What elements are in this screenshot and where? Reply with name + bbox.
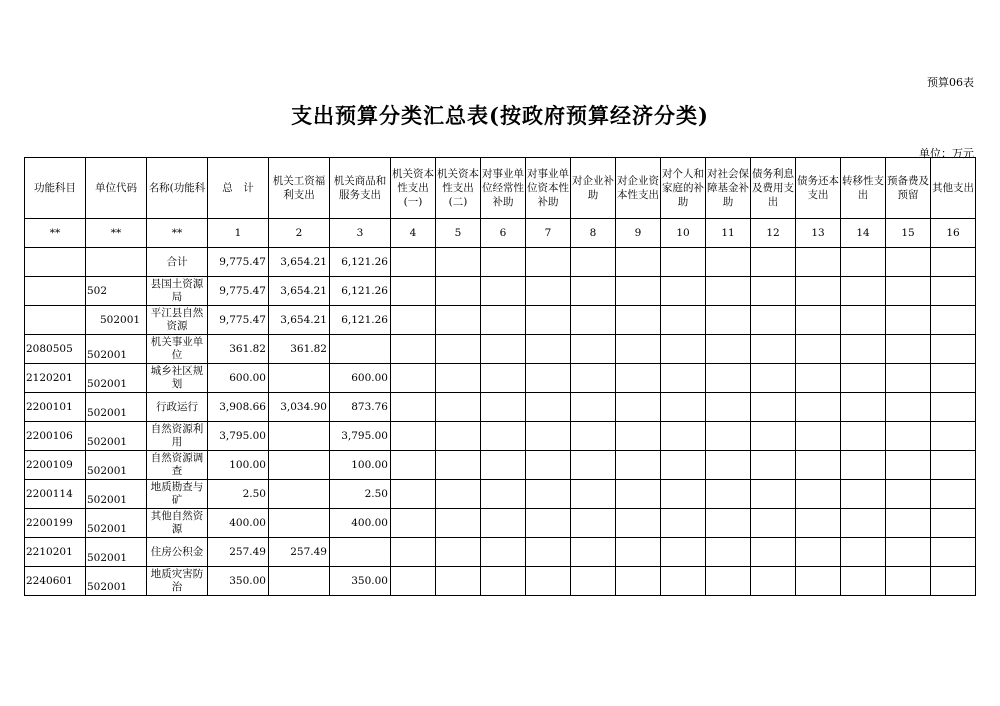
salary-welfare-cell: 3,034.90: [269, 393, 330, 422]
name-cell: 地质勘查与矿: [147, 480, 208, 509]
col-number: **: [86, 219, 147, 248]
empty-cell: [616, 306, 661, 335]
empty-cell: [706, 335, 751, 364]
goods-services-cell: 2.50: [330, 480, 391, 509]
salary-welfare-cell: [269, 480, 330, 509]
goods-services-cell: 3,795.00: [330, 422, 391, 451]
empty-cell: [661, 567, 706, 596]
empty-cell: [571, 451, 616, 480]
empty-cell: [391, 422, 436, 451]
empty-cell: [706, 393, 751, 422]
empty-cell: [751, 451, 796, 480]
function-code-cell: 2080505: [25, 335, 86, 364]
empty-cell: [751, 480, 796, 509]
empty-cell: [571, 480, 616, 509]
empty-cell: [796, 451, 841, 480]
unit-code-cell: [86, 248, 147, 277]
empty-cell: [481, 248, 526, 277]
empty-cell: [886, 364, 931, 393]
empty-cell: [931, 277, 976, 306]
col-number: 12: [751, 219, 796, 248]
total-cell: 361.82: [208, 335, 269, 364]
empty-cell: [841, 567, 886, 596]
empty-cell: [391, 335, 436, 364]
header-cell: 其他支出: [931, 158, 976, 219]
empty-cell: [706, 451, 751, 480]
empty-cell: [526, 480, 571, 509]
table-row: [25, 538, 976, 567]
empty-cell: [796, 277, 841, 306]
unit-code-cell: [86, 451, 147, 480]
empty-cell: [661, 480, 706, 509]
function-code-cell: 2240601: [25, 567, 86, 596]
empty-cell: [481, 335, 526, 364]
function-code-cell: 2200199: [25, 509, 86, 538]
function-code-cell: [25, 306, 86, 335]
empty-cell: [796, 480, 841, 509]
empty-cell: [706, 480, 751, 509]
empty-cell: [391, 306, 436, 335]
col-number: 9: [616, 219, 661, 248]
salary-welfare-cell: 3,654.21: [269, 277, 330, 306]
empty-cell: [796, 393, 841, 422]
table-row: [25, 422, 976, 451]
total-cell: 350.00: [208, 567, 269, 596]
empty-cell: [796, 335, 841, 364]
table-row: [25, 480, 976, 509]
empty-cell: [391, 364, 436, 393]
empty-cell: [526, 335, 571, 364]
header-cell: 债务还本支出: [796, 158, 841, 219]
header-cell: 预备费及预留: [886, 158, 931, 219]
table-row: [25, 248, 976, 277]
empty-cell: [526, 509, 571, 538]
empty-cell: [841, 422, 886, 451]
header-cell: 转移性支出: [841, 158, 886, 219]
empty-cell: [436, 509, 481, 538]
empty-cell: [706, 364, 751, 393]
empty-cell: [571, 538, 616, 567]
unit-code-cell-text: 502001: [87, 465, 128, 477]
empty-cell: [571, 567, 616, 596]
header-cell: 债务利息及费用支出: [751, 158, 796, 219]
empty-cell: [931, 422, 976, 451]
empty-cell: [391, 480, 436, 509]
empty-cell: [796, 538, 841, 567]
header-cell: 机关商品和服务支出: [330, 158, 391, 219]
total-cell: 9,775.47: [208, 277, 269, 306]
empty-cell: [436, 567, 481, 596]
total-cell: 600.00: [208, 364, 269, 393]
empty-cell: [661, 509, 706, 538]
name-cell: 其他自然资源: [147, 509, 208, 538]
empty-cell: [571, 306, 616, 335]
empty-cell: [661, 248, 706, 277]
empty-cell: [391, 277, 436, 306]
unit-code-cell: [86, 422, 147, 451]
empty-cell: [751, 393, 796, 422]
unit-code-cell-text: 502001: [87, 581, 128, 593]
name-cell: 平江县自然资源: [147, 306, 208, 335]
empty-cell: [751, 277, 796, 306]
empty-cell: [571, 393, 616, 422]
empty-cell: [436, 393, 481, 422]
empty-cell: [931, 480, 976, 509]
empty-cell: [931, 567, 976, 596]
empty-cell: [661, 422, 706, 451]
header-cell: 功能科目: [25, 158, 86, 219]
salary-welfare-cell: 257.49: [269, 538, 330, 567]
col-number: 6: [481, 219, 526, 248]
empty-cell: [931, 248, 976, 277]
col-number: 15: [886, 219, 931, 248]
empty-cell: [841, 538, 886, 567]
salary-welfare-cell: [269, 364, 330, 393]
col-number: 8: [571, 219, 616, 248]
empty-cell: [436, 335, 481, 364]
table-row: [25, 335, 976, 364]
name-cell: 行政运行: [147, 393, 208, 422]
empty-cell: [571, 364, 616, 393]
empty-cell: [706, 538, 751, 567]
empty-cell: [391, 538, 436, 567]
empty-cell: [616, 538, 661, 567]
empty-cell: [706, 306, 751, 335]
empty-cell: [661, 277, 706, 306]
empty-cell: [391, 248, 436, 277]
table-row: [25, 451, 976, 480]
empty-cell: [481, 364, 526, 393]
function-code-cell: [25, 248, 86, 277]
empty-cell: [661, 364, 706, 393]
empty-cell: [751, 364, 796, 393]
total-cell: 100.00: [208, 451, 269, 480]
col-number: 1: [208, 219, 269, 248]
empty-cell: [481, 422, 526, 451]
total-cell: 3,908.66: [208, 393, 269, 422]
goods-services-cell: 100.00: [330, 451, 391, 480]
function-code-cell: 2200109: [25, 451, 86, 480]
goods-services-cell: 873.76: [330, 393, 391, 422]
empty-cell: [481, 567, 526, 596]
empty-cell: [526, 538, 571, 567]
empty-cell: [436, 277, 481, 306]
empty-cell: [841, 306, 886, 335]
empty-cell: [571, 335, 616, 364]
empty-cell: [526, 451, 571, 480]
col-number: 3: [330, 219, 391, 248]
col-number: 16: [931, 219, 976, 248]
col-number: **: [25, 219, 86, 248]
empty-cell: [481, 306, 526, 335]
empty-cell: [616, 567, 661, 596]
column-number-row: [25, 219, 976, 248]
table-row: [25, 567, 976, 596]
empty-cell: [886, 393, 931, 422]
empty-cell: [886, 277, 931, 306]
goods-services-cell: [330, 335, 391, 364]
empty-cell: [931, 306, 976, 335]
total-cell: 257.49: [208, 538, 269, 567]
empty-cell: [481, 538, 526, 567]
empty-cell: [436, 422, 481, 451]
name-cell: 合计: [147, 248, 208, 277]
form-tag: 预算06表: [927, 76, 974, 89]
empty-cell: [751, 538, 796, 567]
empty-cell: [391, 567, 436, 596]
col-number: 2: [269, 219, 330, 248]
empty-cell: [616, 509, 661, 538]
empty-cell: [661, 335, 706, 364]
name-cell: 自然资源利用: [147, 422, 208, 451]
col-number: **: [147, 219, 208, 248]
col-number: 11: [706, 219, 751, 248]
total-cell: 2.50: [208, 480, 269, 509]
salary-welfare-cell: [269, 451, 330, 480]
empty-cell: [886, 538, 931, 567]
empty-cell: [661, 451, 706, 480]
header-cell: 机关资本性支出(一): [391, 158, 436, 219]
empty-cell: [526, 306, 571, 335]
col-number: 13: [796, 219, 841, 248]
budget-table: [24, 157, 976, 596]
salary-welfare-cell: 361.82: [269, 335, 330, 364]
empty-cell: [616, 451, 661, 480]
empty-cell: [571, 248, 616, 277]
empty-cell: [886, 451, 931, 480]
function-code-cell: 2200106: [25, 422, 86, 451]
header-cell: 总 计: [208, 158, 269, 219]
empty-cell: [616, 422, 661, 451]
unit-code-cell: [86, 538, 147, 567]
goods-services-cell: 600.00: [330, 364, 391, 393]
col-number: 14: [841, 219, 886, 248]
header-cell: 对事业单位经常性补助: [481, 158, 526, 219]
empty-cell: [526, 364, 571, 393]
goods-services-cell: 6,121.26: [330, 277, 391, 306]
empty-cell: [796, 567, 841, 596]
unit-code-cell: 502001: [86, 306, 147, 335]
empty-cell: [436, 248, 481, 277]
total-cell: 400.00: [208, 509, 269, 538]
table-body: [25, 248, 976, 596]
empty-cell: [886, 567, 931, 596]
empty-cell: [706, 509, 751, 538]
header-row: [25, 158, 976, 219]
empty-cell: [436, 306, 481, 335]
unit-code-cell: [86, 393, 147, 422]
empty-cell: [796, 509, 841, 538]
function-code-cell: 2210201: [25, 538, 86, 567]
table-row: [25, 509, 976, 538]
empty-cell: [706, 567, 751, 596]
unit-label: 单位：万元: [919, 147, 974, 160]
empty-cell: [886, 480, 931, 509]
goods-services-cell: 350.00: [330, 567, 391, 596]
empty-cell: [796, 422, 841, 451]
function-code-cell: [25, 277, 86, 306]
empty-cell: [796, 364, 841, 393]
name-cell: 地质灾害防治: [147, 567, 208, 596]
unit-code-cell-text: 502001: [87, 349, 128, 361]
empty-cell: [571, 509, 616, 538]
goods-services-cell: 400.00: [330, 509, 391, 538]
function-code-cell: 2120201: [25, 364, 86, 393]
unit-code-cell-text: 502001: [87, 407, 128, 419]
page-title: 支出预算分类汇总表(按政府预算经济分类): [291, 103, 709, 128]
empty-cell: [796, 306, 841, 335]
empty-cell: [661, 306, 706, 335]
empty-cell: [841, 364, 886, 393]
empty-cell: [931, 393, 976, 422]
empty-cell: [931, 364, 976, 393]
name-cell: 城乡社区规划: [147, 364, 208, 393]
empty-cell: [706, 277, 751, 306]
total-cell: 9,775.47: [208, 248, 269, 277]
empty-cell: [526, 248, 571, 277]
function-code-cell: 2200114: [25, 480, 86, 509]
empty-cell: [841, 393, 886, 422]
empty-cell: [616, 480, 661, 509]
empty-cell: [706, 248, 751, 277]
empty-cell: [931, 538, 976, 567]
unit-code-cell-text: 502001: [87, 494, 128, 506]
empty-cell: [751, 306, 796, 335]
goods-services-cell: [330, 538, 391, 567]
table-row: [25, 393, 976, 422]
empty-cell: [796, 248, 841, 277]
empty-cell: [751, 422, 796, 451]
col-number: 5: [436, 219, 481, 248]
empty-cell: [661, 538, 706, 567]
empty-cell: [931, 509, 976, 538]
name-cell: 住房公积金: [147, 538, 208, 567]
table-row: [25, 277, 976, 306]
header-cell: 对个人和家庭的补助: [661, 158, 706, 219]
header-cell: 对企业资本性支出: [616, 158, 661, 219]
empty-cell: [841, 480, 886, 509]
total-cell: 3,795.00: [208, 422, 269, 451]
empty-cell: [661, 393, 706, 422]
empty-cell: [886, 248, 931, 277]
empty-cell: [886, 306, 931, 335]
col-number: 10: [661, 219, 706, 248]
empty-cell: [436, 451, 481, 480]
header-cell: 对社会保障基金补助: [706, 158, 751, 219]
salary-welfare-cell: [269, 509, 330, 538]
col-number: 4: [391, 219, 436, 248]
empty-cell: [841, 335, 886, 364]
salary-welfare-cell: [269, 422, 330, 451]
empty-cell: [616, 335, 661, 364]
empty-cell: [436, 538, 481, 567]
header-cell: 对企业补助: [571, 158, 616, 219]
empty-cell: [751, 248, 796, 277]
header-cell: 机关资本性支出(二): [436, 158, 481, 219]
empty-cell: [841, 509, 886, 538]
empty-cell: [886, 509, 931, 538]
unit-code-cell-text: 502001: [87, 378, 128, 390]
unit-code-cell-text: 502001: [87, 523, 128, 535]
total-cell: 9,775.47: [208, 306, 269, 335]
empty-cell: [706, 422, 751, 451]
empty-cell: [571, 277, 616, 306]
goods-services-cell: 6,121.26: [330, 306, 391, 335]
empty-cell: [436, 480, 481, 509]
unit-code-cell: 502: [86, 277, 147, 306]
empty-cell: [526, 422, 571, 451]
salary-welfare-cell: 3,654.21: [269, 248, 330, 277]
name-cell: 机关事业单位: [147, 335, 208, 364]
empty-cell: [616, 393, 661, 422]
empty-cell: [391, 509, 436, 538]
unit-code-cell: [86, 364, 147, 393]
empty-cell: [481, 393, 526, 422]
unit-code-cell: [86, 335, 147, 364]
empty-cell: [751, 567, 796, 596]
empty-cell: [436, 364, 481, 393]
empty-cell: [526, 393, 571, 422]
unit-code-cell: [86, 480, 147, 509]
empty-cell: [481, 277, 526, 306]
function-code-cell: 2200101: [25, 393, 86, 422]
header-cell: 机关工资福利支出: [269, 158, 330, 219]
empty-cell: [616, 277, 661, 306]
name-cell: 县国土资源局: [147, 277, 208, 306]
unit-code-cell: [86, 509, 147, 538]
empty-cell: [886, 335, 931, 364]
empty-cell: [481, 451, 526, 480]
empty-cell: [571, 422, 616, 451]
header-cell: 名称(功能科: [147, 158, 208, 219]
header-cell: 单位代码: [86, 158, 147, 219]
empty-cell: [616, 364, 661, 393]
unit-code-cell: [86, 567, 147, 596]
empty-cell: [391, 451, 436, 480]
table-row: [25, 364, 976, 393]
empty-cell: [841, 248, 886, 277]
empty-cell: [931, 451, 976, 480]
empty-cell: [616, 248, 661, 277]
empty-cell: [751, 335, 796, 364]
empty-cell: [481, 509, 526, 538]
salary-welfare-cell: 3,654.21: [269, 306, 330, 335]
empty-cell: [886, 422, 931, 451]
empty-cell: [841, 451, 886, 480]
empty-cell: [931, 335, 976, 364]
goods-services-cell: 6,121.26: [330, 248, 391, 277]
empty-cell: [481, 480, 526, 509]
col-number: 7: [526, 219, 571, 248]
empty-cell: [751, 509, 796, 538]
unit-code-cell-text: 502001: [87, 552, 128, 564]
salary-welfare-cell: [269, 567, 330, 596]
table-row: [25, 306, 976, 335]
empty-cell: [391, 393, 436, 422]
header-cell: 对事业单位资本性补助: [526, 158, 571, 219]
name-cell: 自然资源调查: [147, 451, 208, 480]
unit-code-cell-text: 502001: [87, 436, 128, 448]
empty-cell: [526, 277, 571, 306]
empty-cell: [526, 567, 571, 596]
empty-cell: [841, 277, 886, 306]
